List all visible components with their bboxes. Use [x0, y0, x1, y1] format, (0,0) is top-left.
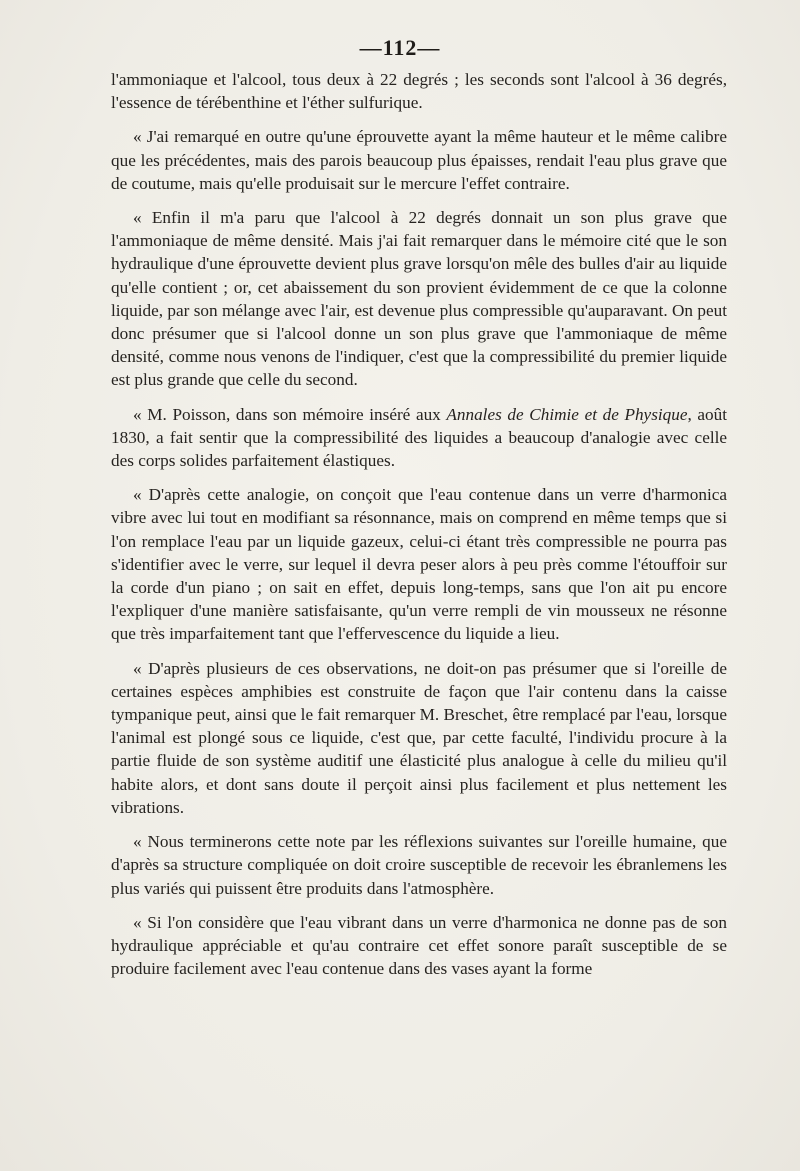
paragraph-3: « Enfin il m'a paru que l'alcool à 22 degrés donnait un son plus grave que l'ammoniaque de même densité. Mais j'ai fait remarquer dans le mémoire cité que le son hydraulique d'une éprouvette devient plus grave lorsqu'on mêle des bulles d'air au liquide qu'elle contient ; or, cet abaissement du son provient évidemment de ce que la colonne liquide, par son mélange avec l'air, est devenue plus compressible qu'auparavant. On peut donc présumer que si l'alcool donne un son plus grave que l'ammoniaque de même densité, comme nous venons de l'indiquer, c'est que la compressibilité du premier liquide est plus grande que celle du second.	[111, 208, 727, 390]
paragraph-2: « J'ai remarqué en outre qu'une éprouvette ayant la même hauteur et le même calibre que les précédentes, mais des parois beaucoup plus épaisses, rendait l'eau plus grave que de coutume, mais qu'elle produisait sur le mercure l'effet contraire.	[111, 127, 727, 193]
paragraph-6: « D'après plusieurs de ces observations, ne doit-on pas présumer que si l'oreille de certaines espèces amphibies est construite de façon que l'air contenu dans la caisse tympanique peut, ainsi que le fait remarquer M. Breschet, être remplacé par l'eau, lorsque l'animal est plongé sous ce liquide, c'est que, par cette faculté, l'individu procure à la partie fluide de son système auditif une élasticité plus analogue à celle du milieu qu'il habite alors, et dont sans doute il perçoit ainsi plus facilement et plus nettement les vibrations.	[111, 658, 727, 817]
paragraph-4	[111, 403, 727, 473]
text-body	[111, 68, 727, 991]
paragraph-5: « D'après cette analogie, on conçoit que l'eau contenue dans un verre d'harmonica vibre avec lui tout en modifiant sa résonnance, mais on comprend en même temps que si l'on remplace l'eau par un liquide gazeux, celui-ci étant très compressible ne pourra pas s'identifier avec le verre, sur lequel il devra peser alors à peu près comme l'étouffoir sur la corde d'un piano ; on sait en effet, depuis long-temps, sans que l'on ait pu encore l'expliquer d'une manière satisfaisante, qu'un verre rempli de vin mousseux ne résonne que très imparfaitement tant que l'effervescence du liquide a lieu.	[111, 485, 727, 644]
paragraph-4-lead: « M. Poisson, dans son mémoire inséré aux	[133, 404, 447, 424]
paragraph-4-rest: , août 1830, a fait sentir que la compressibilité des liquides a beaucoup d'analogie avec celle des corps solides parfaitement élastiques.	[111, 404, 728, 471]
paragraph-1: l'ammoniaque et l'alcool, tous deux à 22 degrés ; les seconds sont l'alcool à 36 degrés, l'essence de térébenthine et l'éther sulfurique.	[111, 70, 727, 113]
paragraph-7: « Nous terminerons cette note par les réflexions suivantes sur l'oreille humaine, que d'après sa structure compliquée on doit croire susceptible de recevoir les ébranlemens les plus variés qui puissent être produits dans l'atmosphère.	[111, 832, 727, 898]
journal-title: Annales de Chimie et de Physique	[446, 404, 688, 424]
page-number: —112—	[359, 35, 441, 60]
paragraph-8: « Si l'on considère que l'eau vibrant dans un verre d'harmonica ne donne pas de son hydraulique appréciable et qu'au contraire cet effet sonore paraît susceptible de se produire facilement avec l'eau contenue dans des vases ayant la forme	[111, 912, 727, 979]
